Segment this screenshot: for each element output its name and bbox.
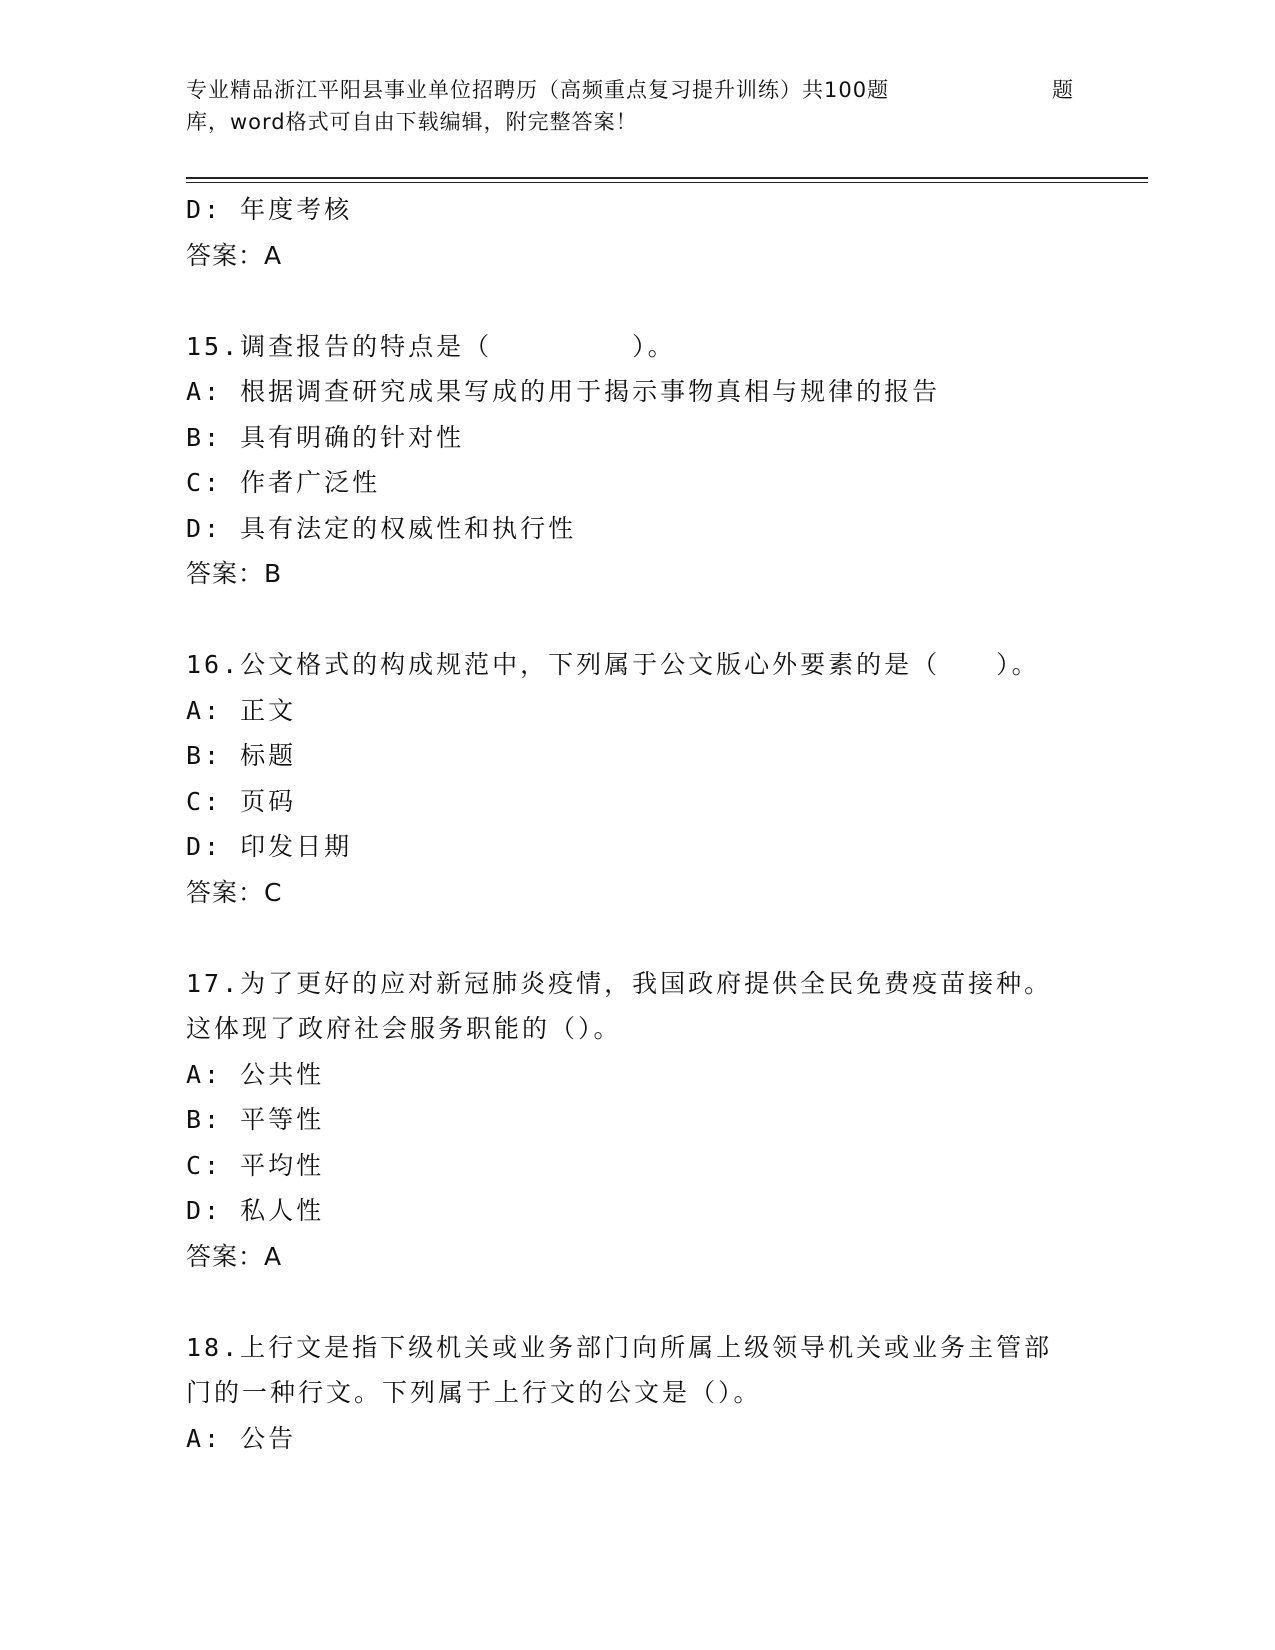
answer: 答案：B — [186, 559, 283, 588]
spacer — [186, 1279, 1106, 1325]
option-d: D: 印发日期 — [186, 832, 353, 861]
header-title-tail: 题 — [1052, 78, 1074, 102]
header-rule-thin — [186, 182, 1148, 183]
option-c: C: 平均性 — [186, 1150, 325, 1180]
option-c: C: 页码 — [186, 786, 297, 816]
answer: 答案：A — [186, 240, 283, 270]
option-d: D: 具有法定的权威性和执行性 — [186, 513, 577, 543]
header-line-1 — [186, 74, 1086, 106]
question-text-line-1: 17.为了更好的应对新冠肺炎疫情，我国政府提供全民免费疫苗接种。 — [186, 968, 1053, 998]
question-text: 15.调查报告的特点是（ ）。 — [186, 331, 676, 361]
spacer — [186, 915, 1106, 961]
header-title: 专业精品浙江平阳县事业单位招聘历（高频重点复习提升训练）共100题 — [186, 78, 890, 102]
question-text-line-1: 18.上行文是指下级机关或业务部门向所属上级领导机关或业务主管部 — [186, 1332, 1053, 1362]
option-c: C: 作者广泛性 — [186, 468, 381, 497]
question-15 — [186, 324, 1106, 597]
question-text-line-2: 门的一种行文。下列属于上行文的公文是（）。 — [186, 1378, 762, 1407]
option-a: A: 根据调查研究成果写成的用于揭示事物真相与规律的报告 — [186, 377, 941, 406]
option-b: B: 标题 — [186, 741, 297, 770]
option-a: A: 公告 — [186, 1423, 297, 1453]
spacer — [186, 278, 1106, 324]
option-d: D: 年度考核 — [186, 195, 353, 224]
question-text-line-2: 这体现了政府社会服务职能的（）。 — [186, 1014, 622, 1043]
answer: 答案：C — [186, 877, 283, 907]
option-a: A: 正文 — [186, 695, 297, 725]
header-line-2: 库，word格式可自由下载编辑，附完整答案！ — [186, 110, 638, 134]
question-16 — [186, 642, 1106, 915]
option-d: D: 私人性 — [186, 1196, 325, 1225]
header-rule-thick — [186, 177, 1148, 179]
question-17 — [186, 961, 1106, 1280]
spacer — [186, 597, 1106, 643]
option-b: B: 平等性 — [186, 1105, 325, 1134]
question-18 — [186, 1325, 1106, 1462]
option-b: B: 具有明确的针对性 — [186, 422, 465, 452]
page-header — [186, 74, 1086, 138]
question-content — [186, 187, 1106, 1461]
option-a: A: 公共性 — [186, 1059, 325, 1089]
answer: 答案：A — [186, 1241, 283, 1271]
question-text: 16.公文格式的构成规范中，下列属于公文版心外要素的是（ ）。 — [186, 650, 1040, 679]
